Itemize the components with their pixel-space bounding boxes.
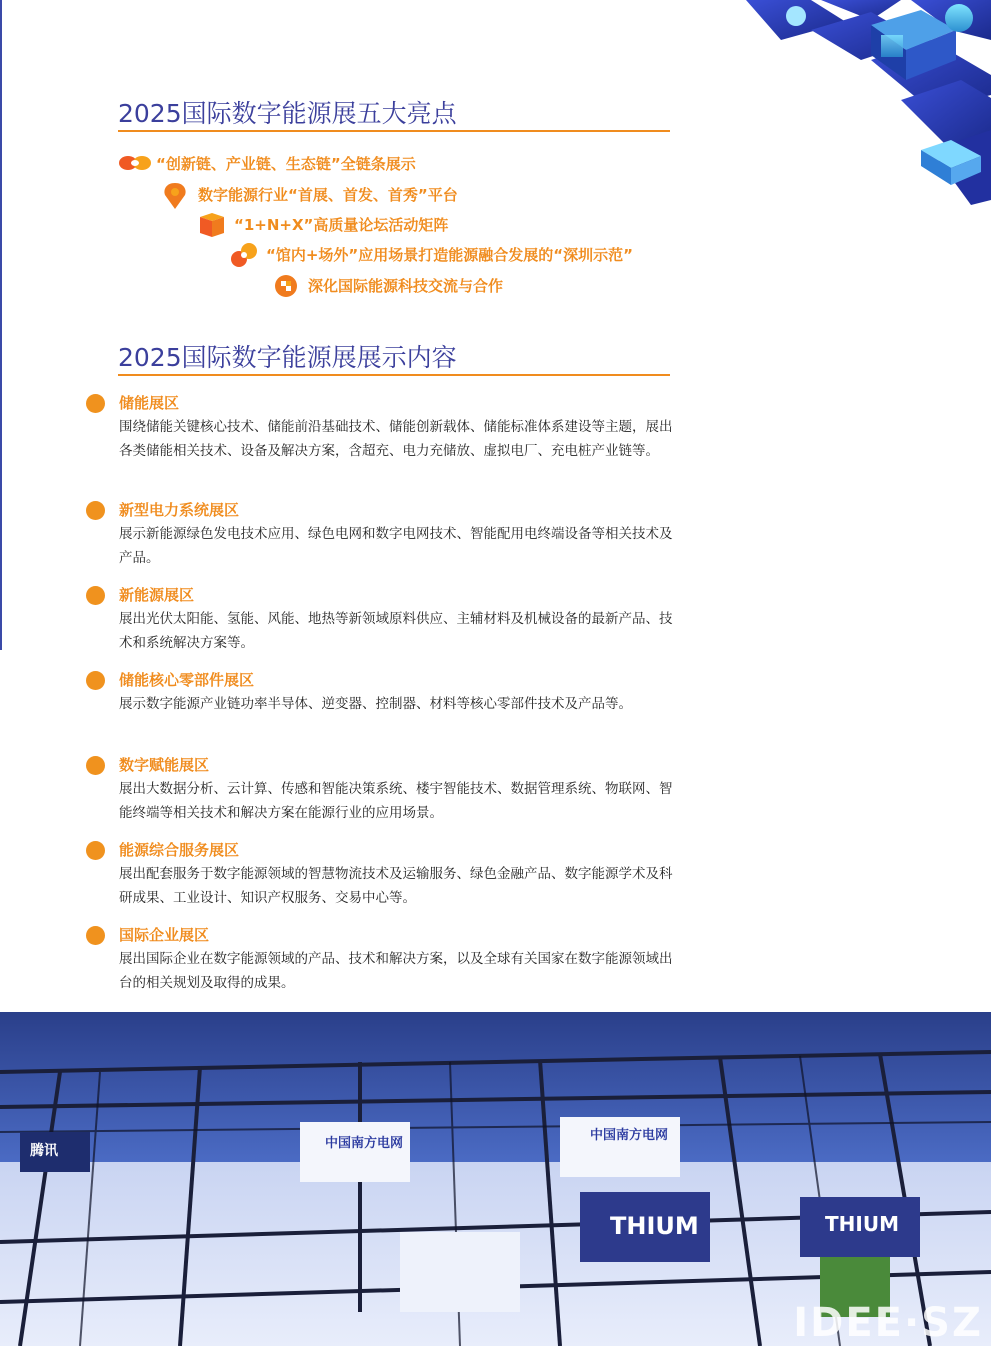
highlight-text: “创新链、产业链、生态链”全链条展示 bbox=[156, 154, 416, 173]
zone-title: 新型电力系统展区 bbox=[119, 501, 240, 519]
highlight-item bbox=[270, 272, 503, 298]
exhibits-title-underline bbox=[118, 374, 670, 376]
zone-description: 展示数字能源产业链功率半导体、逆变器、控制器、材料等核心零部件技术及产品等。 bbox=[119, 696, 632, 712]
booth-sign: 腾讯 bbox=[30, 1143, 58, 1159]
bullet-dot-icon bbox=[86, 756, 105, 775]
highlight-item bbox=[160, 181, 458, 207]
zone-title: 储能核心零部件展区 bbox=[119, 671, 255, 689]
zone-description: 展出光伏太阳能、氢能、风能、地热等新领域原料供应、主辅材料及机械设备的最新产品、技术和系统解决方案等。 bbox=[119, 611, 673, 651]
highlight-text: 深化国际能源科技交流与合作 bbox=[308, 276, 504, 295]
booth-sign: THIUM bbox=[610, 1212, 699, 1240]
bullet-dot-icon bbox=[86, 394, 105, 413]
exhibition-hall-photo bbox=[0, 1012, 991, 1346]
location-pin-icon bbox=[160, 181, 194, 207]
highlights-title-underline bbox=[118, 130, 670, 132]
bullet-dot-icon bbox=[86, 501, 105, 520]
swirl-icon bbox=[228, 241, 262, 267]
highlights-title: 2025国际数字能源展五大亮点 bbox=[118, 99, 457, 128]
exhibits-title: 2025国际数字能源展展示内容 bbox=[118, 343, 457, 372]
highlight-item bbox=[118, 150, 416, 176]
highlight-item bbox=[228, 241, 633, 267]
left-border-line bbox=[0, 0, 2, 650]
bullet-dot-icon bbox=[86, 926, 105, 945]
bullet-dot-icon bbox=[86, 841, 105, 860]
highlight-text: “馆内+场外”应用场景打造能源融合发展的“深圳示范” bbox=[266, 245, 634, 264]
highlight-item bbox=[196, 211, 448, 237]
highlight-text: “1+N+X”高质量论坛活动矩阵 bbox=[234, 215, 449, 234]
booth-sign: 中国南方电网 bbox=[325, 1136, 404, 1151]
zone-description: 展出国际企业在数字能源领域的产品、技术和解决方案，以及全球有关国家在数字能源领域出台的相关规划及取得的成果。 bbox=[119, 951, 673, 991]
zone-title: 能源综合服务展区 bbox=[119, 841, 240, 859]
infinity-icon bbox=[118, 150, 152, 176]
zone-description: 展示新能源绿色发电技术应用、绿色电网和数字电网技术、智能配用电终端设备等相关技术及产品。 bbox=[119, 526, 673, 566]
zone-title: 国际企业展区 bbox=[119, 926, 210, 944]
puzzle-icon bbox=[270, 272, 304, 298]
booth-sign: 中国南方电网 bbox=[590, 1128, 669, 1143]
cube-icon bbox=[196, 211, 230, 237]
event-logo: IDEE·SZ bbox=[793, 1300, 983, 1346]
bullet-dot-icon bbox=[86, 671, 105, 690]
zone-description: 围绕储能关键核心技术、储能前沿基础技术、储能创新载体、储能标准体系建设等主题，展出各类储能相关技术、设备及解决方案，含超充、电力充储放、虚拟电厂、充电桩产业链等。 bbox=[119, 419, 673, 459]
zone-title: 数字赋能展区 bbox=[119, 756, 210, 774]
zone-title: 新能源展区 bbox=[119, 586, 195, 604]
booth-sign: THIUM bbox=[825, 1212, 899, 1236]
bullet-dot-icon bbox=[86, 586, 105, 605]
zone-description: 展出配套服务于数字能源领域的智慧物流技术及运输服务、绿色金融产品、数字能源学术及科研成果、工业设计、知识产权服务、交易中心等。 bbox=[119, 866, 673, 906]
decorative-isometric-graphic bbox=[571, 0, 991, 210]
zone-title: 储能展区 bbox=[119, 394, 180, 412]
zone-description: 展出大数据分析、云计算、传感和智能决策系统、楼宇智能技术、数据管理系统、物联网、智能终端等相关技术和解决方案在能源行业的应用场景。 bbox=[119, 781, 673, 821]
highlight-text: 数字能源行业“首展、首发、首秀”平台 bbox=[198, 185, 458, 204]
